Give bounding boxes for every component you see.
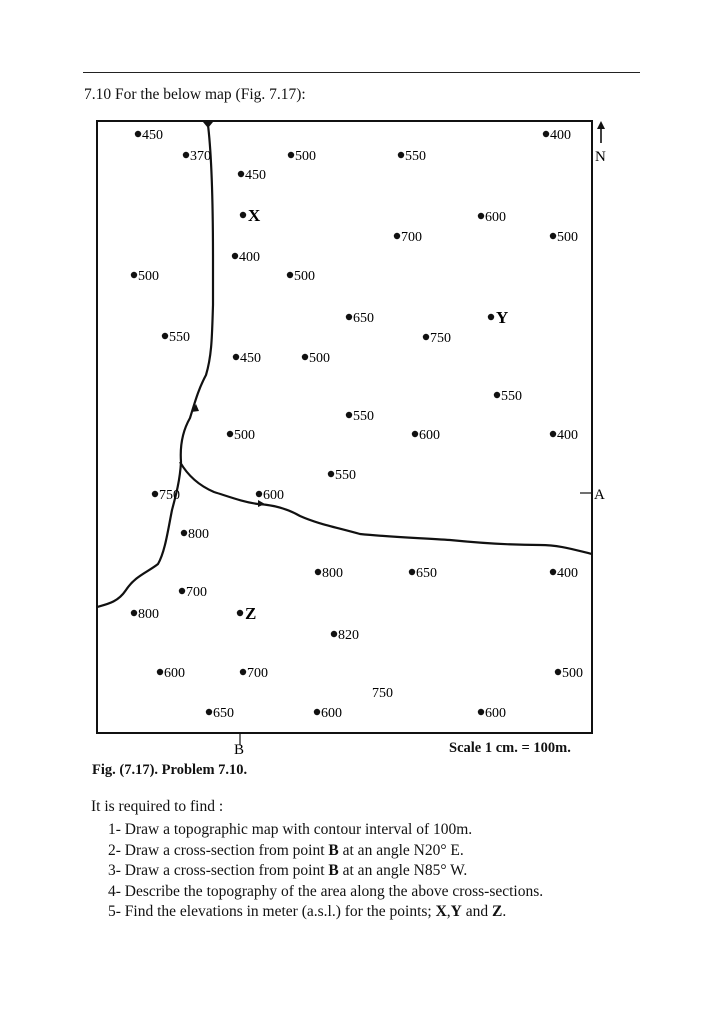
spot-height-label: 600 bbox=[263, 488, 284, 503]
spot-height bbox=[179, 585, 207, 600]
spot-height-label: 600 bbox=[485, 706, 506, 721]
spot-height-dot bbox=[302, 354, 308, 360]
spot-height bbox=[543, 128, 571, 143]
spot-height-label: 550 bbox=[335, 468, 356, 483]
spot-height bbox=[328, 468, 356, 483]
task-item-2: 2- Draw a cross-section from point B at an angle N20° E. bbox=[108, 841, 464, 859]
spot-height-dot bbox=[346, 314, 352, 320]
spot-height-dot bbox=[183, 152, 189, 158]
spot-height-label: 800 bbox=[322, 566, 343, 581]
task-list bbox=[108, 820, 543, 923]
spot-height-label: 820 bbox=[338, 628, 359, 643]
spot-height-label: 650 bbox=[416, 566, 437, 581]
map-point-dot bbox=[488, 314, 494, 320]
spot-height-dot bbox=[232, 253, 238, 259]
spot-height-label: 400 bbox=[557, 566, 578, 581]
task-item-1: 1- Draw a topographic map with contour interval of 100m. bbox=[108, 821, 473, 838]
spot-height bbox=[346, 311, 374, 326]
spot-height-label: 750 bbox=[159, 488, 180, 503]
spot-height-dot bbox=[494, 392, 500, 398]
spot-height bbox=[227, 428, 255, 443]
spot-height-label: 400 bbox=[550, 128, 571, 143]
spot-height-dot bbox=[135, 131, 141, 137]
spot-height-label: 500 bbox=[295, 149, 316, 164]
spot-height-label: 450 bbox=[240, 351, 261, 366]
map-point-y bbox=[488, 308, 508, 327]
spot-height-dot bbox=[550, 569, 556, 575]
spot-height bbox=[233, 351, 261, 366]
spot-height bbox=[555, 666, 583, 681]
point-a-label: A bbox=[594, 487, 605, 503]
map-point-z bbox=[237, 604, 257, 623]
spot-height bbox=[157, 666, 185, 681]
spot-height-dot bbox=[331, 631, 337, 637]
spot-height-dot bbox=[555, 669, 561, 675]
spot-height-label: 650 bbox=[213, 706, 234, 721]
spot-height-dot bbox=[478, 213, 484, 219]
map-point-label: X bbox=[248, 206, 261, 225]
spot-height bbox=[550, 566, 578, 581]
spot-height-dot bbox=[398, 152, 404, 158]
north-label: N bbox=[595, 149, 606, 165]
task-item-4: 4- Describe the topography of the area along the above cross-sections. bbox=[108, 882, 544, 900]
task-item-5: 5- Find the elevations in meter (a.s.l.) for the points; X,Y and Z. bbox=[108, 903, 507, 920]
spot-height-dot bbox=[412, 431, 418, 437]
spot-height-dot bbox=[131, 610, 137, 616]
spot-height-label: 750 bbox=[430, 331, 451, 346]
stream-tributary bbox=[180, 462, 592, 554]
north-arrow-head-icon bbox=[597, 121, 605, 129]
point-b-label: B bbox=[234, 742, 245, 758]
spot-height bbox=[478, 706, 506, 721]
spot-height-label: 700 bbox=[401, 230, 422, 245]
spot-height bbox=[183, 149, 211, 164]
spot-height-label: 500 bbox=[309, 351, 330, 366]
spot-height-dot bbox=[233, 354, 239, 360]
spot-height-label: 500 bbox=[557, 230, 578, 245]
spot-height bbox=[346, 409, 374, 424]
spot-height-label: 500 bbox=[234, 428, 255, 443]
spot-height bbox=[423, 331, 451, 346]
stream-arrow-north bbox=[203, 122, 213, 128]
spot-height-label: 600 bbox=[164, 666, 185, 681]
spot-height bbox=[181, 527, 209, 542]
spot-height-dot bbox=[288, 152, 294, 158]
spot-height-dot bbox=[550, 233, 556, 239]
spot-height-dot bbox=[287, 272, 293, 278]
map-point-x bbox=[240, 206, 261, 225]
spot-height-label: 800 bbox=[138, 607, 159, 622]
map-scale: Scale 1 cm. = 100m. bbox=[449, 740, 571, 756]
spot-height-dot bbox=[328, 471, 334, 477]
spot-height-label: 450 bbox=[245, 168, 266, 183]
spot-height-dot bbox=[394, 233, 400, 239]
spot-height-dot bbox=[157, 669, 163, 675]
spot-height-dot bbox=[314, 709, 320, 715]
spot-height-dot bbox=[550, 431, 556, 437]
spot-height bbox=[238, 168, 266, 183]
spot-height bbox=[398, 149, 426, 164]
spot-height bbox=[162, 330, 190, 345]
spot-height-label: 370 bbox=[190, 149, 211, 164]
spot-height-dot bbox=[478, 709, 484, 715]
spot-height-dot bbox=[256, 491, 262, 497]
spot-height bbox=[315, 566, 343, 581]
map-point-label: Z bbox=[245, 604, 257, 623]
spot-height bbox=[288, 149, 316, 164]
spot-height-dot bbox=[409, 569, 415, 575]
spot-height bbox=[302, 351, 330, 366]
spot-height-dot bbox=[181, 530, 187, 536]
spot-height-label: 500 bbox=[138, 269, 159, 284]
map-point-dot bbox=[240, 212, 246, 218]
spot-height-label: 650 bbox=[353, 311, 374, 326]
spot-height-dot bbox=[179, 588, 185, 594]
spot-height bbox=[314, 706, 342, 721]
spot-height bbox=[152, 488, 180, 503]
spot-height bbox=[240, 666, 268, 681]
spot-height-label: 800 bbox=[188, 527, 209, 542]
spot-height-label: 600 bbox=[321, 706, 342, 721]
spot-height-label: 550 bbox=[169, 330, 190, 345]
spot-height bbox=[394, 230, 422, 245]
spot-height-label: 600 bbox=[485, 210, 506, 225]
spot-height-dot bbox=[152, 491, 158, 497]
spot-height bbox=[206, 706, 234, 721]
spot-height bbox=[494, 389, 522, 404]
spot-height-dot bbox=[162, 333, 168, 339]
spot-height-dot bbox=[238, 171, 244, 177]
spot-height bbox=[550, 428, 578, 443]
spot-height-dot bbox=[543, 131, 549, 137]
spot-height-dot bbox=[240, 669, 246, 675]
spot-height-label: 450 bbox=[142, 128, 163, 143]
height-label-unmarked: 750 bbox=[372, 686, 393, 701]
spot-height bbox=[131, 269, 159, 284]
spot-height-label: 700 bbox=[247, 666, 268, 681]
map-point-dot bbox=[237, 610, 243, 616]
spot-height-dot bbox=[131, 272, 137, 278]
spot-height bbox=[478, 210, 506, 225]
spot-height bbox=[331, 628, 359, 643]
spot-height-dot bbox=[206, 709, 212, 715]
spot-height-label: 700 bbox=[186, 585, 207, 600]
spot-height bbox=[287, 269, 315, 284]
spot-height-dot bbox=[423, 334, 429, 340]
spot-height bbox=[135, 128, 163, 143]
spot-height bbox=[232, 250, 260, 265]
spot-height bbox=[550, 230, 578, 245]
spot-height-dot bbox=[346, 412, 352, 418]
spot-height bbox=[409, 566, 437, 581]
spot-height-label: 500 bbox=[562, 666, 583, 681]
spot-height-label: 400 bbox=[557, 428, 578, 443]
figure-caption: Fig. (7.17). Problem 7.10. bbox=[92, 762, 248, 778]
task-intro: It is required to find : bbox=[91, 798, 224, 815]
spot-height bbox=[256, 488, 284, 503]
spot-height-label: 400 bbox=[239, 250, 260, 265]
spot-height-dot bbox=[227, 431, 233, 437]
spot-height-label: 550 bbox=[353, 409, 374, 424]
task-item-3: 3- Draw a cross-section from point B at an angle N85° W. bbox=[108, 862, 468, 879]
spot-height-label: 550 bbox=[405, 149, 426, 164]
spot-height bbox=[131, 607, 159, 622]
spot-height-label: 550 bbox=[501, 389, 522, 404]
map-point-label: Y bbox=[496, 308, 509, 327]
spot-height bbox=[412, 428, 440, 443]
spot-height-label: 600 bbox=[419, 428, 440, 443]
spot-height-label: 500 bbox=[294, 269, 315, 284]
problem-heading: 7.10 For the below map (Fig. 7.17): bbox=[84, 86, 306, 103]
spot-height-dot bbox=[315, 569, 321, 575]
